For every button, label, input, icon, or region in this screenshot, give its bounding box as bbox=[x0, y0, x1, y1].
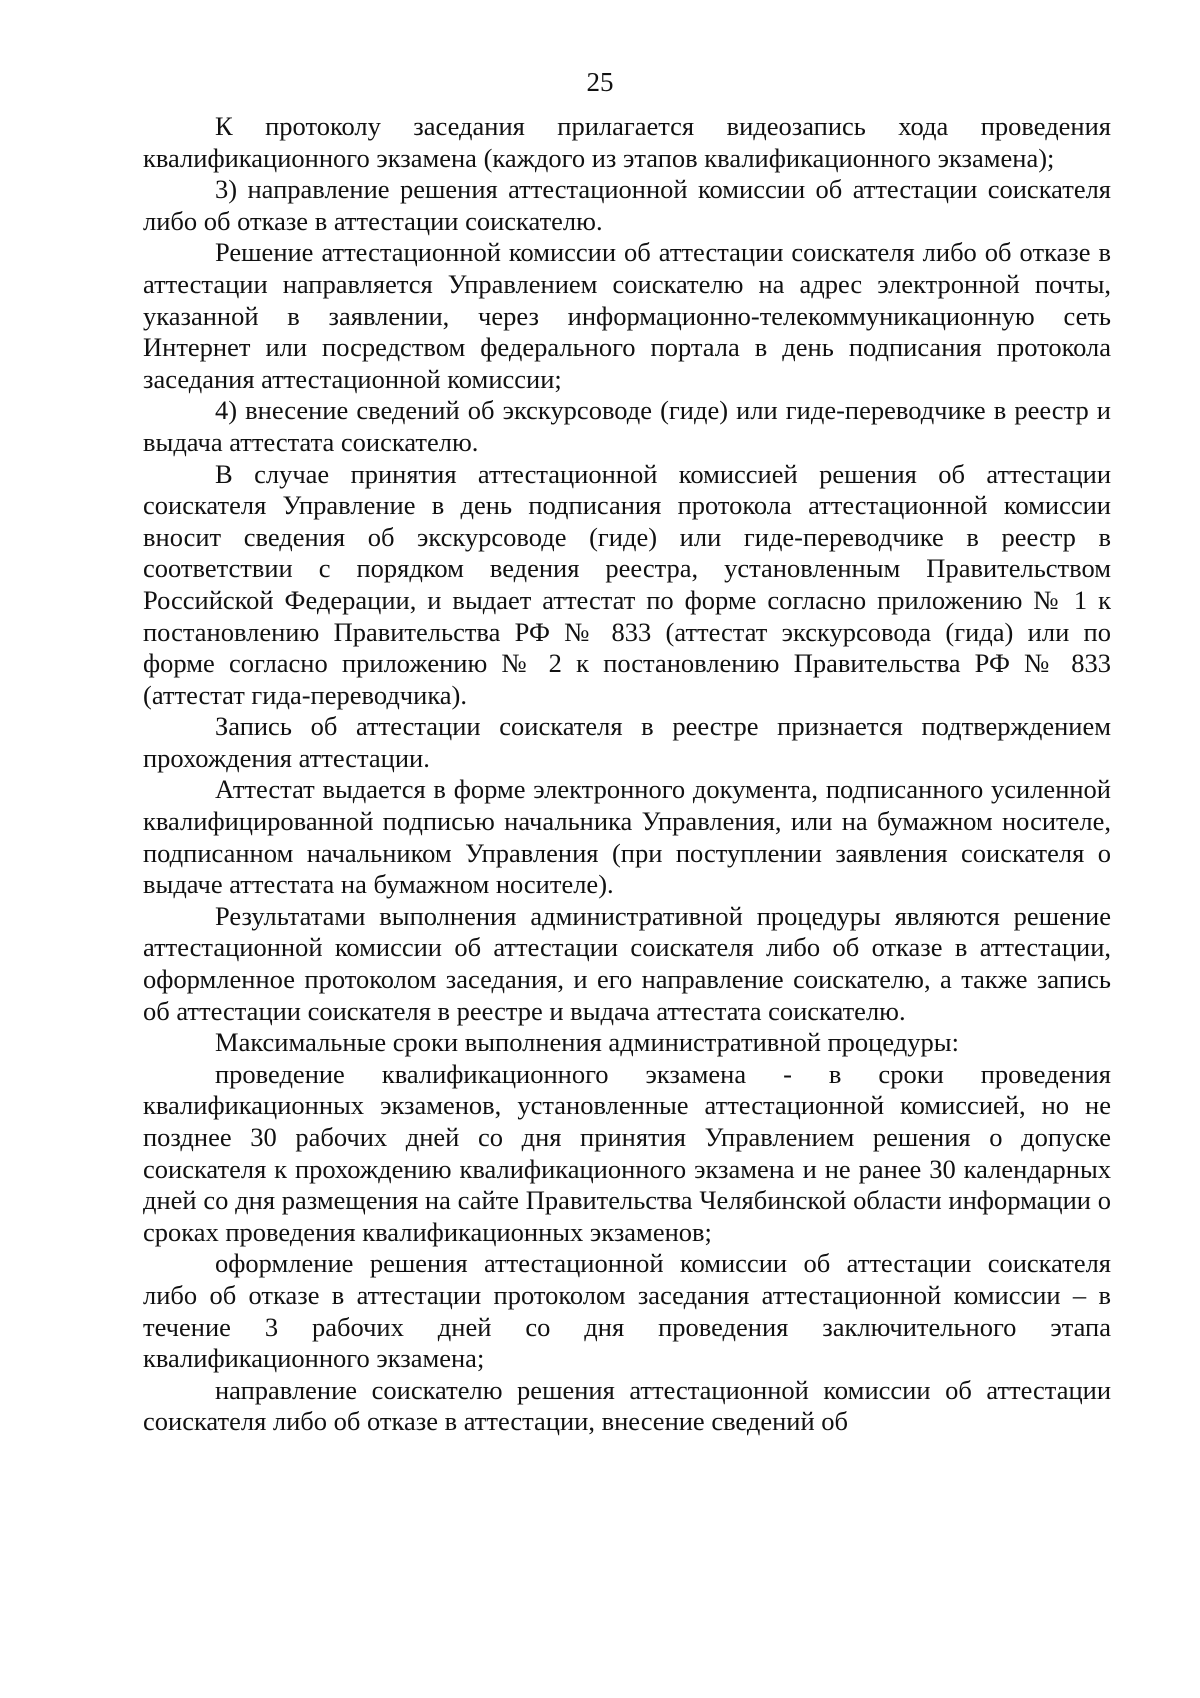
paragraph-registry-confirmation: Запись об аттестации соискателя в реестре признается подтверждением прохождения аттестации. bbox=[143, 711, 1111, 773]
paragraph-item-3: 3) направление решения аттестационной комиссии об аттестации соискателя либо об отказе в аттестации соискателю. bbox=[143, 174, 1111, 236]
document-body bbox=[143, 111, 1111, 1438]
paragraph-max-terms: Максимальные сроки выполнения административной процедуры: bbox=[215, 1027, 959, 1058]
paragraph-registry-entry: В случае принятия аттестационной комиссией решения об аттестации соискателя Управление в день подписания протокола аттестационной комиссии вносит сведения об экскурсоводе (гиде) или гиде-переводчике в реестр в соответствии с порядком ведения реестра, установленным Правительством Российской Федерации, и выдает аттестат по форме согласно приложению № 1 к постановлению Правительства РФ № 833 (аттестат экскурсовода (гида) или по форме согласно приложению № 2 к постановлению Правительства РФ № 833 (аттестат гида-переводчика). bbox=[143, 458, 1111, 710]
paragraph-sending-terms: направление соискателю решения аттестационной комиссии об аттестации соискателя либо об отказе в аттестации, внесение сведений об bbox=[143, 1374, 1111, 1437]
paragraph-decision-terms: оформление решения аттестационной комиссии об аттестации соискателя либо об отказе в аттестации протоколом заседания аттестационной комиссии – в течение 3 рабочих дней со дня проведения заключительного этапа квалификационного экзамена; bbox=[143, 1248, 1111, 1374]
page-number: 25 bbox=[586, 67, 614, 97]
paragraph-decision-sending: Решение аттестационной комиссии об аттестации соискателя либо об отказе в аттестации направляется Управлением соискателю на адрес электронной почты, указанной в заявлении, через информационно-телекоммуникационную сеть Интернет или посредством федерального портала в день подписания протокола заседания аттестационной комиссии; bbox=[143, 237, 1111, 394]
paragraph-protocol-video: К протоколу заседания прилагается видеозапись хода проведения квалификационного экзамена (каждого из этапов квалификационного экзамена); bbox=[143, 111, 1111, 173]
paragraph-exam-terms: проведение квалификационного экзамена - в сроки проведения квалификационных экзаменов, установленные аттестационной комиссией, но не позднее 30 рабочих дней со дня принятия Управлением решения о допуске соискателя к прохождению квалификационного экзамена и не ранее 30 календарных дней со дня размещения на сайте Правительства Челябинской области информации о сроках проведения квалификационных экзаменов; bbox=[143, 1058, 1111, 1247]
paragraph-item-4: 4) внесение сведений об экскурсоводе (гиде) или гиде-переводчике в реестр и выдача аттестата соискателю. bbox=[143, 395, 1111, 457]
paragraph-results: Результатами выполнения административной процедуры являются решение аттестационной комиссии об аттестации соискателя либо об отказе в аттестации, оформленное протоколом заседания, и его направление соискателю, а также запись об аттестации соискателя в реестре и выдача аттестата соискателю. bbox=[143, 900, 1111, 1026]
paragraph-certificate-form: Аттестат выдается в форме электронного документа, подписанного усиленной квалифицированной подписью начальника Управления, или на бумажном носителе, подписанном начальником Управления (при поступлении заявления соискателя о выдаче аттестата на бумажном носителе). bbox=[143, 774, 1111, 900]
